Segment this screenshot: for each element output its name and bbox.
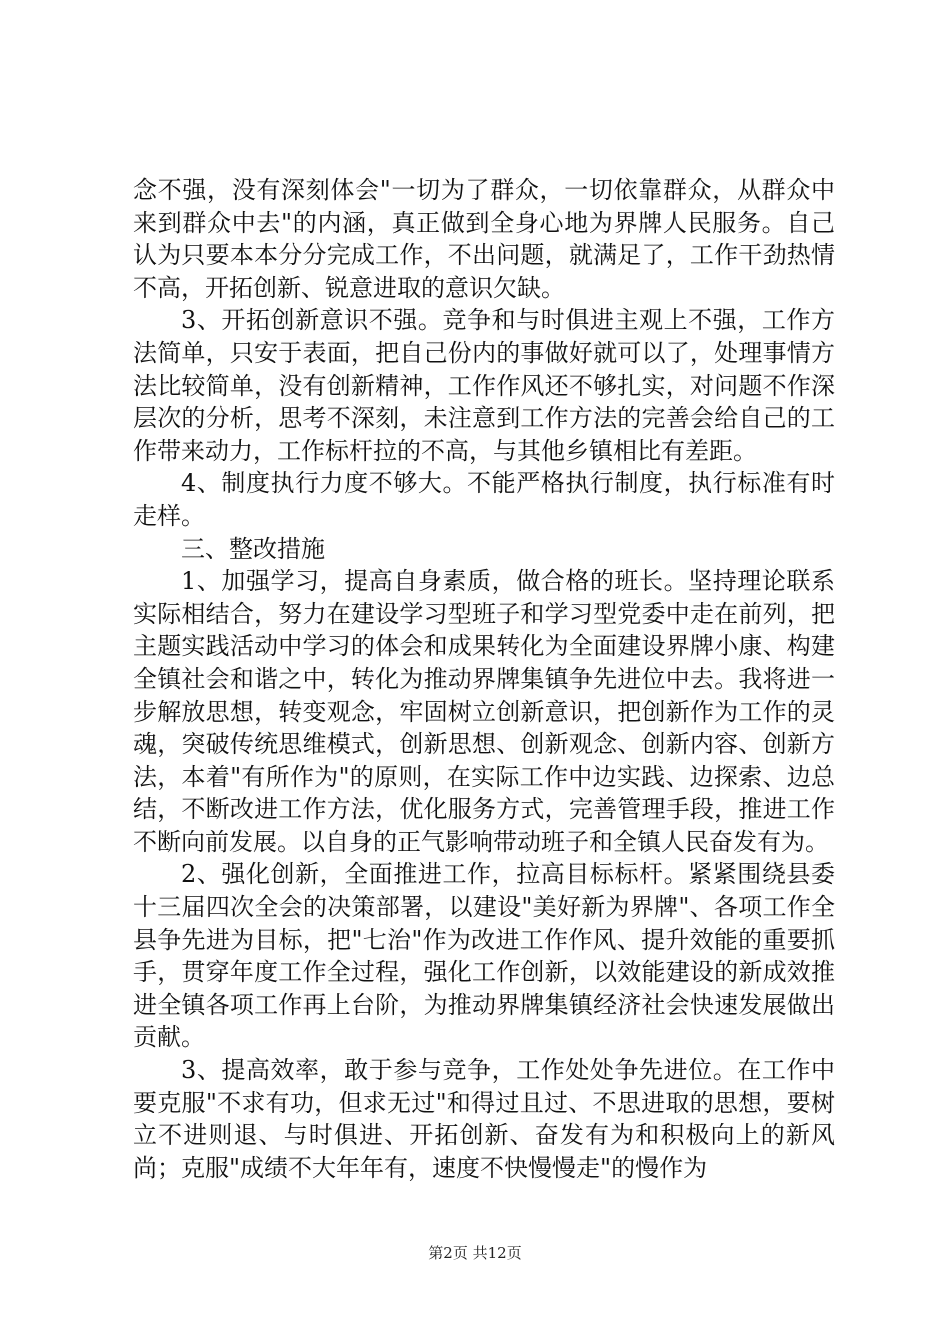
paragraph-measure-1: 1、加强学习，提高自身素质，做合格的班长。坚持理论联系实际相结合，努力在建设学习型班子和学习型党委中走在前列，把主题实践活动中学习的体会和成果转化为全面建设界牌小康、构建全镇社会和谐之中，转化为推动界牌集镇争先进位中去。我将进一步解放思想，转变观念，牢固树立创新意识，把创新作为工作的灵魂，突破传统思维模式，创新思想、创新观念、创新内容、创新方法，本着"有所作为"的原则，在实际工作中边实践、边探索、边总结，不断改进工作方法，优化服务方式，完善管理手段，推进工作不断向前发展。以自身的正气影响带动班子和全镇人民奋发有为。 [133, 567, 835, 856]
page-number-footer: 第2页 共12页 [428, 1244, 522, 1262]
section-heading: 三、整改措施 [181, 534, 325, 563]
paragraph-item-3: 3、开拓创新意识不强。竞争和与时俱进主观上不强，工作方法简单，只安于表面，把自己份内的事做好就可以了，处理事情方法比较简单，没有创新精神，工作作风还不够扎实，对问题不作深层次的分析，思考不深刻，未注意到工作方法的完善会给自己的工作带来动力，工作标杆拉的不高，与其他乡镇相比有差距。 [133, 306, 835, 465]
paragraph-measure-3: 3、提高效率，敢于参与竞争，工作处处争先进位。在工作中要克服"不求有功，但求无过"和得过且过、不思进取的思想，要树立不进则退、与时俱进、开拓创新、奋发有为和积极向上的新风尚；克服"成绩不大年年有，速度不快慢慢走"的慢作为 [133, 1056, 835, 1182]
paragraph-item-4: 4、制度执行力度不够大。不能严格执行制度，执行标准有时走样。 [133, 469, 835, 530]
document-body [133, 174, 835, 1184]
paragraph-measure-2: 2、强化创新，全面推进工作，拉高目标标杆。紧紧围绕县委十三届四次全会的决策部署，以建设"美好新为界牌"、各项工作全县争先进为目标，把"七治"作为改进工作作风、提升效能的重要抓手，贯穿年度工作全过程，强化工作创新，以效能建设的新成效推进全镇各项工作再上台阶，为推动界牌集镇经济社会快速发展做出贡献。 [133, 860, 835, 1052]
paragraph-continuation: 念不强，没有深刻体会"一切为了群众，一切依靠群众，从群众中来到群众中去"的内涵，真正做到全身心地为界牌人民服务。自己认为只要本本分分完成工作，不出问题，就满足了，工作干劲热情不高，开拓创新、锐意进取的意识欠缺。 [133, 176, 835, 302]
